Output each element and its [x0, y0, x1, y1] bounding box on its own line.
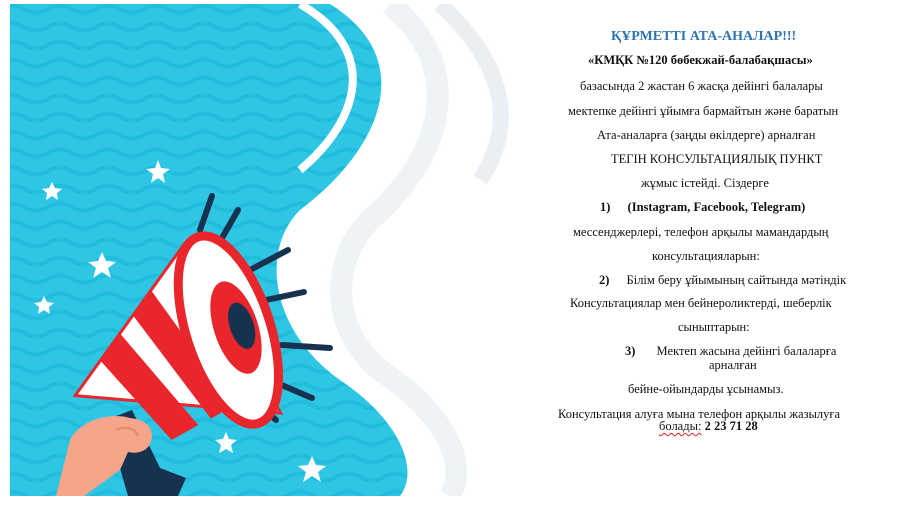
list-text: Білім беру ұйымының сайтында мәтіндік [626, 273, 847, 287]
contact-phone-line [659, 419, 758, 434]
text-line: консультацияларын: [652, 249, 760, 263]
text-line: Консультациялар мен бейнероликтерді, шеберлік [570, 296, 832, 310]
list-item [600, 200, 805, 215]
text-line: Ата-аналарға (заңды өкілдерге) арналған [597, 128, 816, 142]
list-number: 2) [599, 273, 610, 287]
text-line: базасында 2 жастан 6 жасқа дейінгі балалары [580, 79, 823, 93]
text-line: арналған [709, 358, 757, 372]
list-text: (Instagram, Facebook, Telegram) [627, 200, 806, 214]
phone-number: 2 23 71 28 [704, 419, 758, 433]
list-number: 3) [625, 344, 636, 358]
page-title: ҚҰРМЕТТІ АТА-АНАЛАР!!! [611, 29, 797, 44]
text-line: мектепке дейінгі ұйымға бармайтын және баратын [568, 104, 839, 118]
org-name: «КМҚК №120 бөбекжай-балабақшасы» [588, 53, 813, 67]
text-line: ТЕГІН КОНСУЛЬТАЦИЯЛЫҚ ПУНКТ [611, 152, 823, 166]
list-item [599, 273, 846, 288]
text-line: жұмыс істейді. Сіздерге [641, 176, 769, 190]
contact-line: Консультация алуға мына телефон арқылы жазылуға [558, 407, 841, 421]
list-item [625, 344, 836, 359]
text-line: мессенджерлері, телефон арқылы мамандардың [573, 225, 829, 239]
text-line: бейне-ойындарды ұсынамыз. [628, 382, 784, 396]
list-number: 1) [600, 200, 611, 214]
contact-prefix: болады: [659, 419, 702, 433]
list-text: Мектеп жасына дейінгі балаларға [656, 344, 837, 358]
text-line: сыныптарын: [678, 320, 750, 334]
